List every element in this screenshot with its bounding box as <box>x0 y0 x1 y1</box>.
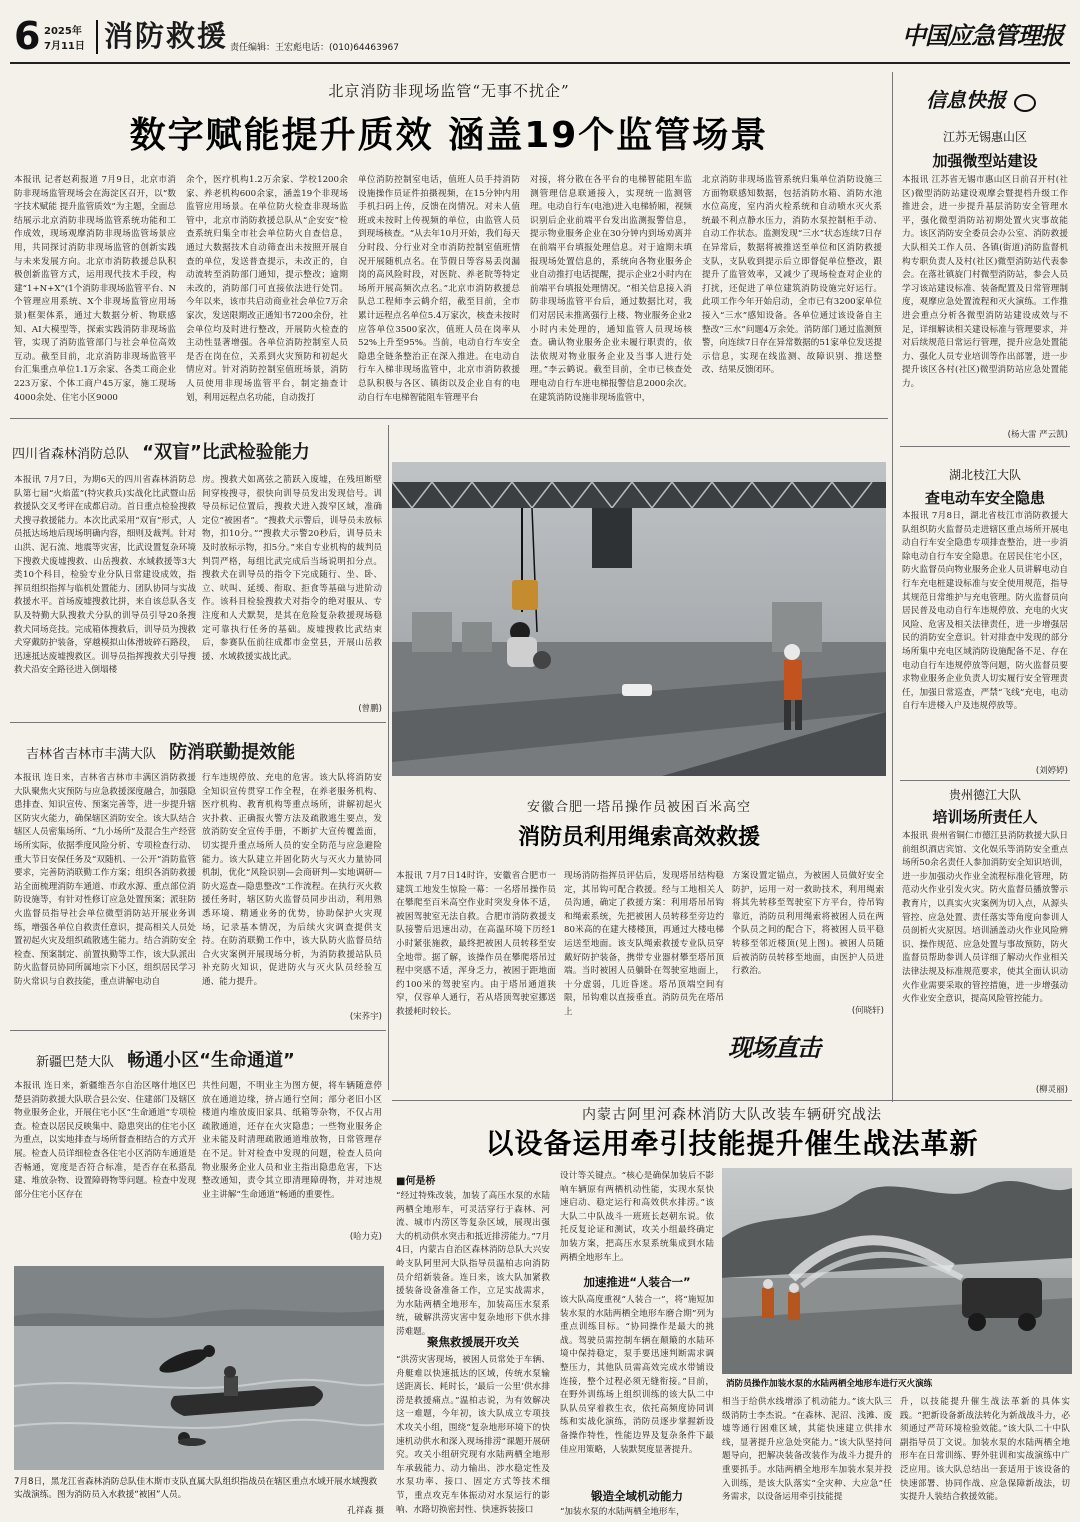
lead-kicker: 北京消防非现场监管“无事不扰企” <box>328 82 570 100</box>
sidebar-2-text: 本报讯 7月8日，湖北省枝江市消防救援大队组织防火监督员走进辖区重点场所开展电动自行车安全隐患专项排查整治，进一步消除电动自行车安全隐患。在居民住宅小区，防火监督员向物业服务企业人员讲解电动自行车充电桩建设标准与安全使用规范，指导其规范日常维护与充电管理。防火监督员向居民普及电动自行车违规停放、充电的火灾风险、危害及相关法律责任，进一步增强居民的消防安全意识。针对排查中发现的部分场所集中充电区域消防设施配备不足、存在电动自行车违规停放等问题，防火监督员要求物业服务企业负责人切实履行安全管理责任，加强日常巡查，严禁“飞线”充电，电动自行车进楼入户及违规停放等。 <box>902 511 1068 712</box>
sidebar-2-title: 查电动车安全隐患 <box>924 489 1045 507</box>
neimeng-col-1b: “洪涝灾害现场，被困人员常处于车辆、舟艇难以快速抵达的区域，传统水泵输送距离长、耗时长，‘最后一公里’供水排涝是救援痛点。”温柏志说，为有效解决这一难题，今年初，该大队成立专项技术攻关小组，围绕“复杂地形环境下的快速机动供水和深入现场排涝”课题开展研究。攻关小组研究现有水陆两栖全地形车承载能力、动力输出、涉水稳定性及水泵功率、接口、固定方式等技术细节，重点攻克车体振动对水泵运行的影响、水路切换密封性、快速拆装接口 <box>396 1355 550 1515</box>
neimeng-top-rule <box>392 1100 1072 1101</box>
amphibious-vehicle-caption: 消防员操作加装水泵的水陆两栖全地形车进行灭火演练 <box>726 1379 933 1389</box>
neimeng-author: ■何是桥 <box>396 1176 436 1187</box>
water-rescue-illustration <box>14 1266 384 1470</box>
issue-year: 2025年 <box>44 26 82 37</box>
jilin-kicker: 吉林省吉林市丰满大队 <box>26 747 157 762</box>
hefei-kicker: 安徽合肥一塔吊操作员被困百米高空 <box>526 800 751 815</box>
jilin-heading <box>26 738 386 764</box>
neimeng-col-3: 相当于给供水线增添了机动能力。”该大队三级消防士李杰说。“在森林、泥沼、浅滩、废墟等通行困难区域，其能快速建立供排水线，显著提升应急处突能力。”该大队坚持问题导向，把解决装备改装作为战斗力提升的重要抓手。水陆两栖全地形车加装水泵并投入训练，是该大队落实“全灾种、大应急”任务需求，以设备运用牵引技能提 <box>722 1397 892 1503</box>
sidebar-1-kicker: 江苏无锡惠山区 <box>942 130 1027 144</box>
masthead-rule <box>10 62 1070 64</box>
neimeng-col-1: “经过特殊改装，加装了高压水泵的水陆两栖全地形车，可灵活穿行于森林、河流、城市内涝区等复杂区域，展现出强大的机动供水突击和抵近排涝能力。”7月4日，内蒙古自治区森林消防总队大兴安岭支队阿里河大队指导员温柏志向消防员介绍新装备。连日来，该大队加紧救援装备设备准备工作，立足实战需求，为水陆两栖全地形车，加装高压水泵系统，破解洪涝灾害中复杂地形下供水排涝难题。 <box>396 1191 550 1337</box>
xinjiang-col-2: 共性问题，不明业主为图方便，将车辆随意停放在通道边缘，挤占通行空间；部分老旧小区楼道内堆放废旧家具、纸箱等杂物，不仅占用疏散通道，还存在火灾隐患；一些物业服务企业未能及时清理疏散通道堆放物，日常管理存在不足。针对检查中发现的问题，检查人员向物业服务企业人员和业主指出隐患危害，下达整改通知，责令其立即清理障碍物，并对违规业主讲解“生命通道”畅通的重要性。 <box>202 1081 382 1200</box>
news-flash-label: 信息快报 <box>926 88 1006 112</box>
jilin-col-2: 行车违规停放、充电的危害。该大队将消防安全知识宣传贯穿工作全程，在养老服务机构、医疗机构、教育机构等重点场所，讲解初起火灾扑救、正确报火警方法及疏散逃生要点，发放消防安全宣传手册，不断扩大宣传覆盖面，切实提升重点场所人员的安全防范与应急避险能力。该大队建立并固化防火与灭火力量协同机制，优化“风险识别—会商研判—实地调研—防火巡查—隐患整改”工作流程。在执行灭火救援任务时，辖区防火监督员同步出动，利用熟悉环境、精通业务的优势，协助保护火灾现场，记录基本情况，为后续火灾调查提供支持。在防消联勤工作中，该大队防火监督员结合火灾案例开展现场分析，为消防救援站队员补充防火知识，促进防火与灭火队员经验互通、能力提升。 <box>202 773 382 987</box>
sidebar-3-title: 培训场所责任人 <box>932 808 1038 826</box>
neimeng-col-2: 设计等关键点。“核心是确保加装后不影响车辆原有两栖机动性能，实现水泵快速启动、稳定运行和高效供水排涝。”该大队二中队战斗一班班长赵朝东说。依托反复论证和测试，攻关小组最终确定加装方案，把高压水泵系统集成到水陆两栖全地形车上。 <box>560 1171 714 1263</box>
sidebar-1-text: 本报讯 江苏省无锡市惠山区日前召开村(社区)微型消防站建设观摩会暨提档升级工作推进会，进一步提升基层消防安全管理水平，强化微型消防站初期处置火灾事故能力。该区消防安全委员会办公室、消防救援大队相关工作人员、各镇(街道)消防监督机构专职负责人及村(社区)微型消防站代表参会。在落社镇旋门村微型消防站，参会人员学习该站建设标准、装备配置及日常管理制度，观摩应急处置流程和灭火演练。工作推进会重点分析各微型消防站建设成效与不足，详细解读相关建设标准与管理要求，并对后续规范日常运行管理，提升应急处置能力、强化人员专业培训等作出部署，进一步提升该区各村(社区)微型消防站应急处置能力。 <box>902 175 1068 389</box>
issue-date: 7月11日 <box>44 41 85 52</box>
sichuan-col-1: 本报讯 7月7日，为期6天的四川省森林消防总队第七届“火焰蓝”(特灾救兵)实战化比武暨山岳救援队交叉考评在成都启动。首日重点检验搜救犬搜寻救援能力。本次比武采用“双盲”形式，人员抵达场地后现场明确内容，细则及裁判。针对山洪、泥石流、地震等灾害，比武设置复杂环境下搜救犬废墟搜救、山岳搜救、水域救援等3大类10个科目，检验专业分队日常建设成效，指挥员组织指挥与临机处置能力、团队协同与实战救援水平。首场废墟搜救比拼，来自该总队各支队及特勤大队搜救犬分队的训导员引导20条搜救犬同场竞技。完成箱体搜救后，训导员为搜救犬穿戴防护装备，穿越模拟山体滑坡碎石路段，迅速抵达废墟搜救区。训导员指挥搜救犬引导搜救犬沿安全路径进入倒塌楼 <box>14 475 196 676</box>
neimeng-col-2b: 该大队高度重视“人装合一”，将“施短加装水泵的水陆两栖全地形车磨合期”列为重点训练目标。“协同操作是最大的挑战。驾驶员需控制车辆在颠簸的水陆环境中保持稳定，泵手要迅速判断需求调整压力，其他队员需高效完成水带铺设连接，整个过程必须无缝衔接。”目前，在野外训练场上组织训练的该大队二中队队员穿着救生衣，依托高频度协同训练和实战化演练，消防员逐步掌握新设备操作特性，性能边界及复杂条件下最佳应用策略，人装默契度显著提升。 <box>560 1295 714 1455</box>
vertical-divider <box>96 20 98 54</box>
sidebar-3-byline: (柳灵丽) <box>1035 1085 1068 1095</box>
sidebar-2-kicker: 湖北枝江大队 <box>948 468 1021 482</box>
xinjiang-title: 畅通小区“生命通道” <box>127 1050 295 1071</box>
lead-col-4: 对接，将分散在各平台的电梯智能阻车监测管理信息联通接入，实现统一监测管理。电动自行车(电池)进入电梯轿厢，视频识别后企业前端平台发出监测报警信息，提示物业服务企业在30分钟内到场劝离并在前端平台填报处理信息。对于逾期未填报现场处置信息的，系统向各物业服务企业自动推打电话提醒，提示企业2小时内在前端平台填报处理情况。“相关信息接入消防非现场监管平台后，通过数据比对，我们对居民未推离强行上楼、物业服务企业2小时内未处理的，通知监管人员现场核查。确认物业服务企业未履行职责的，依法依规对物业服务企业及当事人进行处理。”李云鹤说。截至目前，全市已核查处理电动自行车进电梯报警信息2000余次。在建筑消防设施非现场监管中， <box>530 175 692 403</box>
neimeng-subhead-1: 聚焦救援展开攻关 <box>427 1335 519 1349</box>
neimeng-subhead-2: 加速推进“人装合一” <box>583 1275 691 1289</box>
xinjiang-col-1: 本报讯 连日来，新疆维吾尔自治区喀什地区巴楚县消防救援大队联合县公安、住建部门及辖区物业服务企业，开展住宅小区“生命通道”专项检查。检查以居民反映集中、隐患突出的住宅小区为重点，以实地排查与场所督查相结合的方式开展。检查人员详细检查各住宅小区消防车通道是否畅通，宽度是否符合标准，是否存在私搭乱建、堆放杂物、设置障碍物等问题。检查中发现部分住宅小区存在 <box>14 1081 196 1200</box>
hefei-title: 消防员利用绳索高效救援 <box>517 825 760 850</box>
sichuan-col-2: 房。搜救犬如离弦之箭跃入废墟，在残垣断壁间穿梭搜寻，很快向训导员发出发现信号。训导员标记位置后，搜救犬进入拨窄区域，准确定位“被困者”。“搜救犬示警后，训导员未放标物，扣10分。”“搜救犬示警20秒后，训导员未及时放标示物，扣5分。”来自专业机构的裁判员判罚严格，每组比武完成后当场说明扣分点。搜救犬在训导员的指令下完成随行、坐、卧、立、吠叫、延缓、衔取、拒食等基础与进阶动作。该科目检验搜救犬对指令的绝对服从、专注度和人犬默契，是其在危险复杂救援现场稳定可靠执行任务的基础。废墟搜救比武结束后，参赛队伍前往成都市金堂县，开展山岳救援、水域救援实战比武。 <box>202 475 382 662</box>
xinjiang-kicker: 新疆巴楚大队 <box>36 1055 115 1070</box>
sichuan-bottom-rule <box>10 722 386 723</box>
jilin-bottom-rule <box>10 1030 386 1031</box>
scene-report-badge <box>728 1028 886 1078</box>
water-rescue-credit: 孔祥森 摄 <box>347 1506 384 1516</box>
hefei-byline: (何晓轩) <box>851 1006 884 1016</box>
neimeng-subhead-3: 锻造全域机动能力 <box>591 1489 683 1503</box>
sichuan-kicker: 四川省森林消防总队 <box>12 447 130 462</box>
hefei-col-3: 方案设置定锚点，为被困人员做好安全防护，运用一对一救助技术，利用绳索将其先转移至驾驶室下方平台，待吊钩靠近，消防员利用绳索将被困人员在两个队员之间的配合下，将被困人员平稳转移至邻近楼顶(见上图)。被困人员随后被消防员转移至地面，由医护人员进行救治。 <box>732 871 884 977</box>
phone-credit: 电话：(010)64463967 <box>302 43 400 53</box>
sidebar-1-byline: (杨大雷 严云凯) <box>1007 430 1068 440</box>
speech-bubble-icon <box>1014 94 1036 112</box>
amphibious-vehicle-photo <box>722 1168 1072 1374</box>
neimeng-kicker: 内蒙古阿里河森林消防大队改装车辆研究战法 <box>582 1107 882 1123</box>
neimeng-col-2c: “加装水泵的水陆两栖全地形车， <box>560 1507 685 1517</box>
sichuan-byline: (曾鹏) <box>358 704 382 714</box>
sidebar-1-title: 加强微型站建设 <box>932 152 1038 170</box>
lead-col-5: 北京消防非现场监管系统归集单位消防设施三方面物联感知数据，包括消防水箱、消防水池水位高度，室内消火栓系统和自动喷水灭火系统最不利点静水压力，消防水泵控制柜手动、自动工作状态。监测发现“三水”状态连续7日存在异常后，数据将被推送至单位和区消防救援支队，支队收到提示后立即督促单位整改，跟提升了监管效率，又减少了现场检查对企业的打扰，还促进了单位建筑消防设施完好运行。此项工作今年开始启动，全市已有3200家单位接入“三水”感知设备。各单位通过该设备自主整改“三水”问题4万余处。消防部门通过监测预警，向连续7日存在异常数据的51家单位发送提示信息，实现在线监测、故障识别、推送整改、结果反馈闭环。 <box>702 175 882 376</box>
scene-report-label: 现场直击 <box>728 1034 820 1062</box>
sichuan-title: “双盲”比武检验能力 <box>142 442 310 463</box>
sidebar-divider <box>892 72 893 1102</box>
editor-credit: 责任编辑：王宏彪 <box>230 43 303 53</box>
amphibious-vehicle-illustration <box>722 1168 1072 1374</box>
hefei-col-1: 本报讯 7月7日14时许，安徽省合肥市一建筑工地发生惊险一幕：一名塔吊操作员在攀爬至百米高空作业时突发身体不适，被困驾驶室无法自救。合肥市消防救援支队接警后迅速出动，在高温环境下历经1小时紧张施救，最终把被困人员转移至安全地带。据了解，该操作员在攀爬塔吊过程中突感不适，浑身乏力，被困于距地面约100米的驾驶室内。由于塔吊通道狭窄，仅容单人通行，若从塔顶驾驶室挪送救援耗时较长。 <box>396 871 556 1017</box>
lead-col-3: 单位消防控制室电话，值班人员手持消防设施操作员证件拍摄视频，在15分钟内用手机扫码上传，反馈在岗情况。对未人值班或未按时上传视频的单位，由监管人员到现场核查。“从去年10月开始，我们每天分时段、分行业对全市消防控制室值班情况开展随机点名。在节假日等容易丢岗漏岗的高风险时段，对医院、养老院等特定场所开展高频次点名。”北京市消防救援总队总工程师李云鹤介绍，截至目前，全市累计远程点名单位5.4万家次，核查未按时应答单位3500家次，值班人员在岗率从52%上升至95%。当前，电动自行车安全隐患全链条整治正在深入推进。在电动自行车入梯非现场监管中，北京市消防救援总队积极与各区、镇街以及企业自有的电动自行车电梯智能阻车管理平台 <box>358 175 520 403</box>
lead-col-1: 本报讯 记者赵莉报道 7月9日，北京市消防非现场监管现场会在海淀区召开，以“数字技术赋能 提升监管质效”为主题，全面总结展示北京消防非现场监管系统功能和工作成效，现场观摩消防非现场监管场景应用，共同探讨消防非现场监管的创新实践与未来发展方向。北京市消防救援总队积极创新监管方式，运用现代技术手段，构建“1+N+X”(1个消防非现场监管平台、N个管理应用系统、X个非现场监管应用场景)框架体系，通过大数据分析、物联感知、AI大模型等，探索实践消防非现场监管，实现了消防监管部门与社会单位高效互动。截至目前，北京消防非现场监管平台汇集重点单位1.1万余家、各类工商企业223万家、个体工商户45万家，施工现场4000余处、住宅小区9000 <box>14 175 176 403</box>
news-flash-badge <box>926 84 1050 114</box>
sidebar-sep-1 <box>900 446 1070 447</box>
page-number: 6 <box>14 14 41 58</box>
sidebar-2-byline: (刘婷婷) <box>1035 766 1068 776</box>
jilin-col-1: 本报讯 连日来，吉林省吉林市丰满区消防救援大队聚焦火灾预防与应急救援深度融合，加强隐患排查、知识宣传、预案完善等，进一步提升辖区防灾火能力，确保辖区消防安全。该大队结合辖区人员密集场所、“九小场所”及混合生产经营场所实际，依据季度风险分析、专项检查行动、重大节日安保任务及“双随机、一公开”消防监管要求，完善防消联勤工作方案；组织各消防救援站全面梳理消防车通道、市政水源、重点部位消防设施等，有针对性修订应急处置预案；派驻防火监督员指导社会单位微型消防站开展业务训练，增强各单位自救责任意识，提高相关人员处置初起火灾及组织疏散逃生能力。结合消防安全检查、预案制定、前置执勤等工作，该大队派出防火监督员协同所属地宗下小区，组织居民学习防火常识与自救技能，重点讲解电动自 <box>14 773 196 987</box>
xinjiang-heading <box>36 1046 386 1072</box>
water-rescue-photo <box>14 1266 384 1470</box>
jilin-title: 防消联勤提效能 <box>169 742 296 763</box>
neimeng-col-4: 升，以技能提升催生战法革新的具体实践。“把新设备新战法转化为新战战斗力，必须通过严苛环境检验效能。”该大队二十中队副指导员丁文说。加装水泵的水陆两栖全地形车在日常训练、野外驻训和实战演练中广泛应用。该大队总结出一套适用于该设备的快速部署、协同作战、应急保障新战法，切实提升人装结合救援效能。 <box>900 1397 1070 1503</box>
crane-rescue-photo <box>392 462 886 776</box>
left-column-divider <box>388 425 389 1090</box>
jilin-byline: (宋荞宇) <box>349 1012 382 1022</box>
masthead <box>0 0 1080 62</box>
xinjiang-byline: (哈力克) <box>349 1232 382 1242</box>
sidebar-3-kicker: 贵州德江大队 <box>948 788 1021 802</box>
lead-bottom-rule <box>10 418 888 419</box>
sichuan-heading <box>12 438 384 464</box>
section-title: 消防救援 <box>104 19 229 53</box>
sidebar-3-text: 本报讯 贵州省铜仁市德江县消防救援大队日前组织酒店宾馆、文化娱乐等消防安全重点场所50余名责任人参加消防安全知识培训，进一步加强动火作业全流程标准化管理，防范动火作业引发火灾。防火监督员播放警示教育片，以真实火灾案例为切入点，从源头管控、应急处置、责任落实等角度向参训人员剖析火灾原因。培训涵盖动火作业风险辨识、操作规范、应急处置与事故预防，防火监督员帮助参训人员详细了解动火作业相关法律法规及标准规范要求，使其全面认识动火作业需要采取的管控措施，进一步增强动火作业安全意识，提高风险管控能力。 <box>902 831 1069 1005</box>
lead-col-2: 余个，医疗机构1.2万余家、学校1200余家、养老机构600余家，涵盖19个非现场监管应用场景。在单位防火检查非现场监管中，北京市消防救援总队从“企安安”检查系统归集全市社会单位防火自查信息，通过大数据技术自动筛查出未按照开展自查的单位，发送普查提示，未改正的，自动流转至消防部门通知，提示整改；逾期未改的，消防部门可直接依法进行处罚。今年以来，该市共启动商业社会单位7万余家次，发送限期改正通知书7200余份，社会单位均及时进行整改，开展防火检查的主动性显著增强。各单位消防控制室人员是否在岗在位，关系到火灾预防和初起火情应对。针对消防控制室值班场景，消防人员使用非现场监管平台，制定抽查计划，利用远程点名功能，自动拨打 <box>186 175 348 403</box>
sidebar-sep-2 <box>900 780 1070 781</box>
neimeng-title: 以设备运用牵引技能提升催生战法革新 <box>485 1127 979 1160</box>
crane-rescue-illustration <box>392 462 886 776</box>
paper-logo: 中国应急管理报 <box>902 21 1063 50</box>
water-rescue-caption: 7月8日，黑龙江省森林消防总队佳木斯市支队直属大队组织指战员在辖区重点水域开展水域搜救实战演练。图为消防员入水救援“被困”人员。 <box>14 1477 378 1500</box>
hefei-col-2: 现场消防指挥员评估后，发现塔吊结构稳定，其吊钩可配合救援。经与工地相关人员沟通，确定了救援方案：利用塔吊吊钩和绳索系统，先把被困人员转移至旁边约80米高的在建大楼楼顶，再通过大楼电梯运送至地面。该支队绳索救援专业队员穿戴好防护装备，携带专业器材攀至塔吊顶端。当时被困人员躺卧在驾驶室地面上，十分虚弱，几近昏迷。塔吊顶端空间有限，吊钩难以直接垂直。消防员先在塔吊上 <box>564 871 724 1017</box>
lead-headline: 数字赋能提升质效 涵盖19个监管场景 <box>129 115 769 156</box>
